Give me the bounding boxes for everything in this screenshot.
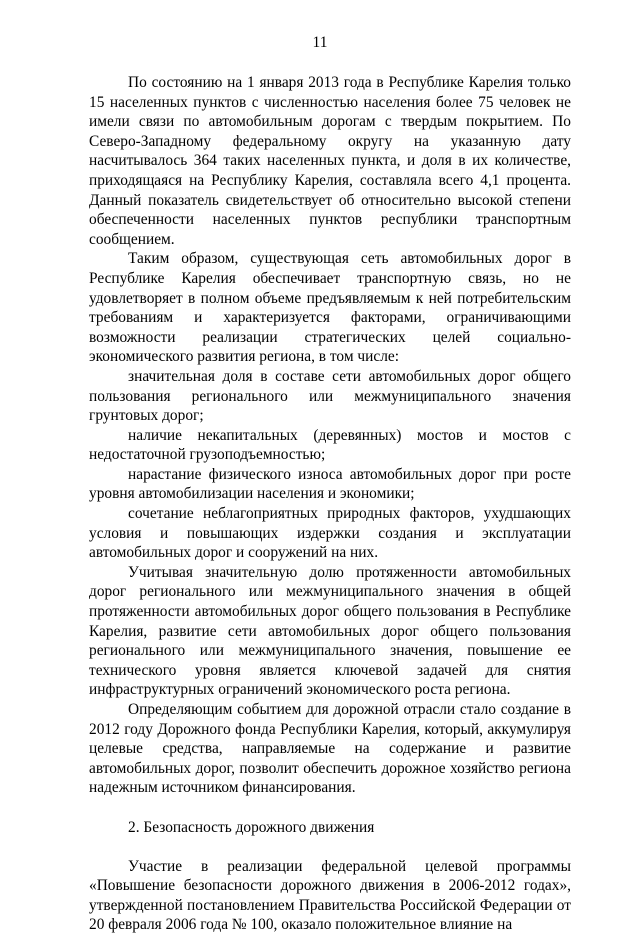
paragraph-key-task: Учитывая значительную долю протяженности автомобильных дорог регионального или межмуниципального значения в общей протяженности автомобильных дорог общего пользования в Республике Карелия, развитие сети автомобильных дорог общего пользования регионального или межмуниципального значения, повышение ее технического уровня является ключевой задачей для снятия инфраструктурных ограничений экономического роста региона.: [89, 563, 571, 699]
list-item-unpaved-roads: значительная доля в составе сети автомобильных дорог общего пользования регионального или межмуниципального значения грунтовых дорог;: [89, 367, 571, 425]
section-heading: 2. Безопасность дорожного движения: [128, 818, 375, 836]
list-item-wooden-bridges: наличие некапитальных (деревянных) мостов и мостов с недостаточной грузоподъемностью;: [89, 426, 571, 464]
list-item-physical-wear: нарастание физического износа автомобильных дорог при росте уровня автомобилизации населения и экономики;: [89, 465, 571, 503]
paragraph-road-network-limitations: Таким образом, существующая сеть автомобильных дорог в Республике Карелия обеспечивает транспортную связь, но не удовлетворяет в полном объеме предъявляемым к ней потребительским требованиям и характеризуется факторами, ограничивающими возможности реализации стратегических целей социально-экономического развития региона, в том числе:: [89, 250, 571, 366]
page-number: 11: [312, 34, 328, 51]
paragraph-settlements-without-roads: По состоянию на 1 января 2013 года в Республике Карелия только 15 населенных пунктов с численностью населения более 75 человек не имели связи по автомобильным дорогам с твердым покрытием. По Северо-Западному федеральному округу на указанную дату насчитывалось 364 таких населенных пункта, и доля в их количестве, приходящаяся на Республику Карелия, составляла всего 4,1 процента. Данный показатель свидетельствует об относительно высокой степени обеспеченности населенных пунктов республики транспортным сообщением.: [89, 74, 571, 248]
document-body: [89, 73, 571, 935]
list-item-natural-factors: сочетание неблагоприятных природных факторов, ухудшающих условия и повышающих издержки создания и эксплуатации автомобильных дорог и сооружений на них.: [89, 505, 571, 562]
paragraph-road-fund: Определяющим событием для дорожной отрасли стало создание в 2012 году Дорожного фонда Республики Карелия, который, аккумулируя целевые средства, направляемые на содержание и развитие автомобильных дорог, позволит обеспечить дорожное хозяйство региона надежным источником финансирования.: [89, 701, 571, 797]
paragraph-federal-program: Участие в реализации федеральной целевой программы «Повышение безопасности дорожного движения в 2006-2012 годах», утвержденной постановлением Правительства Российской Федерации от 20 февраля 2006 года № 100, оказало положительное влияние на: [89, 857, 571, 934]
